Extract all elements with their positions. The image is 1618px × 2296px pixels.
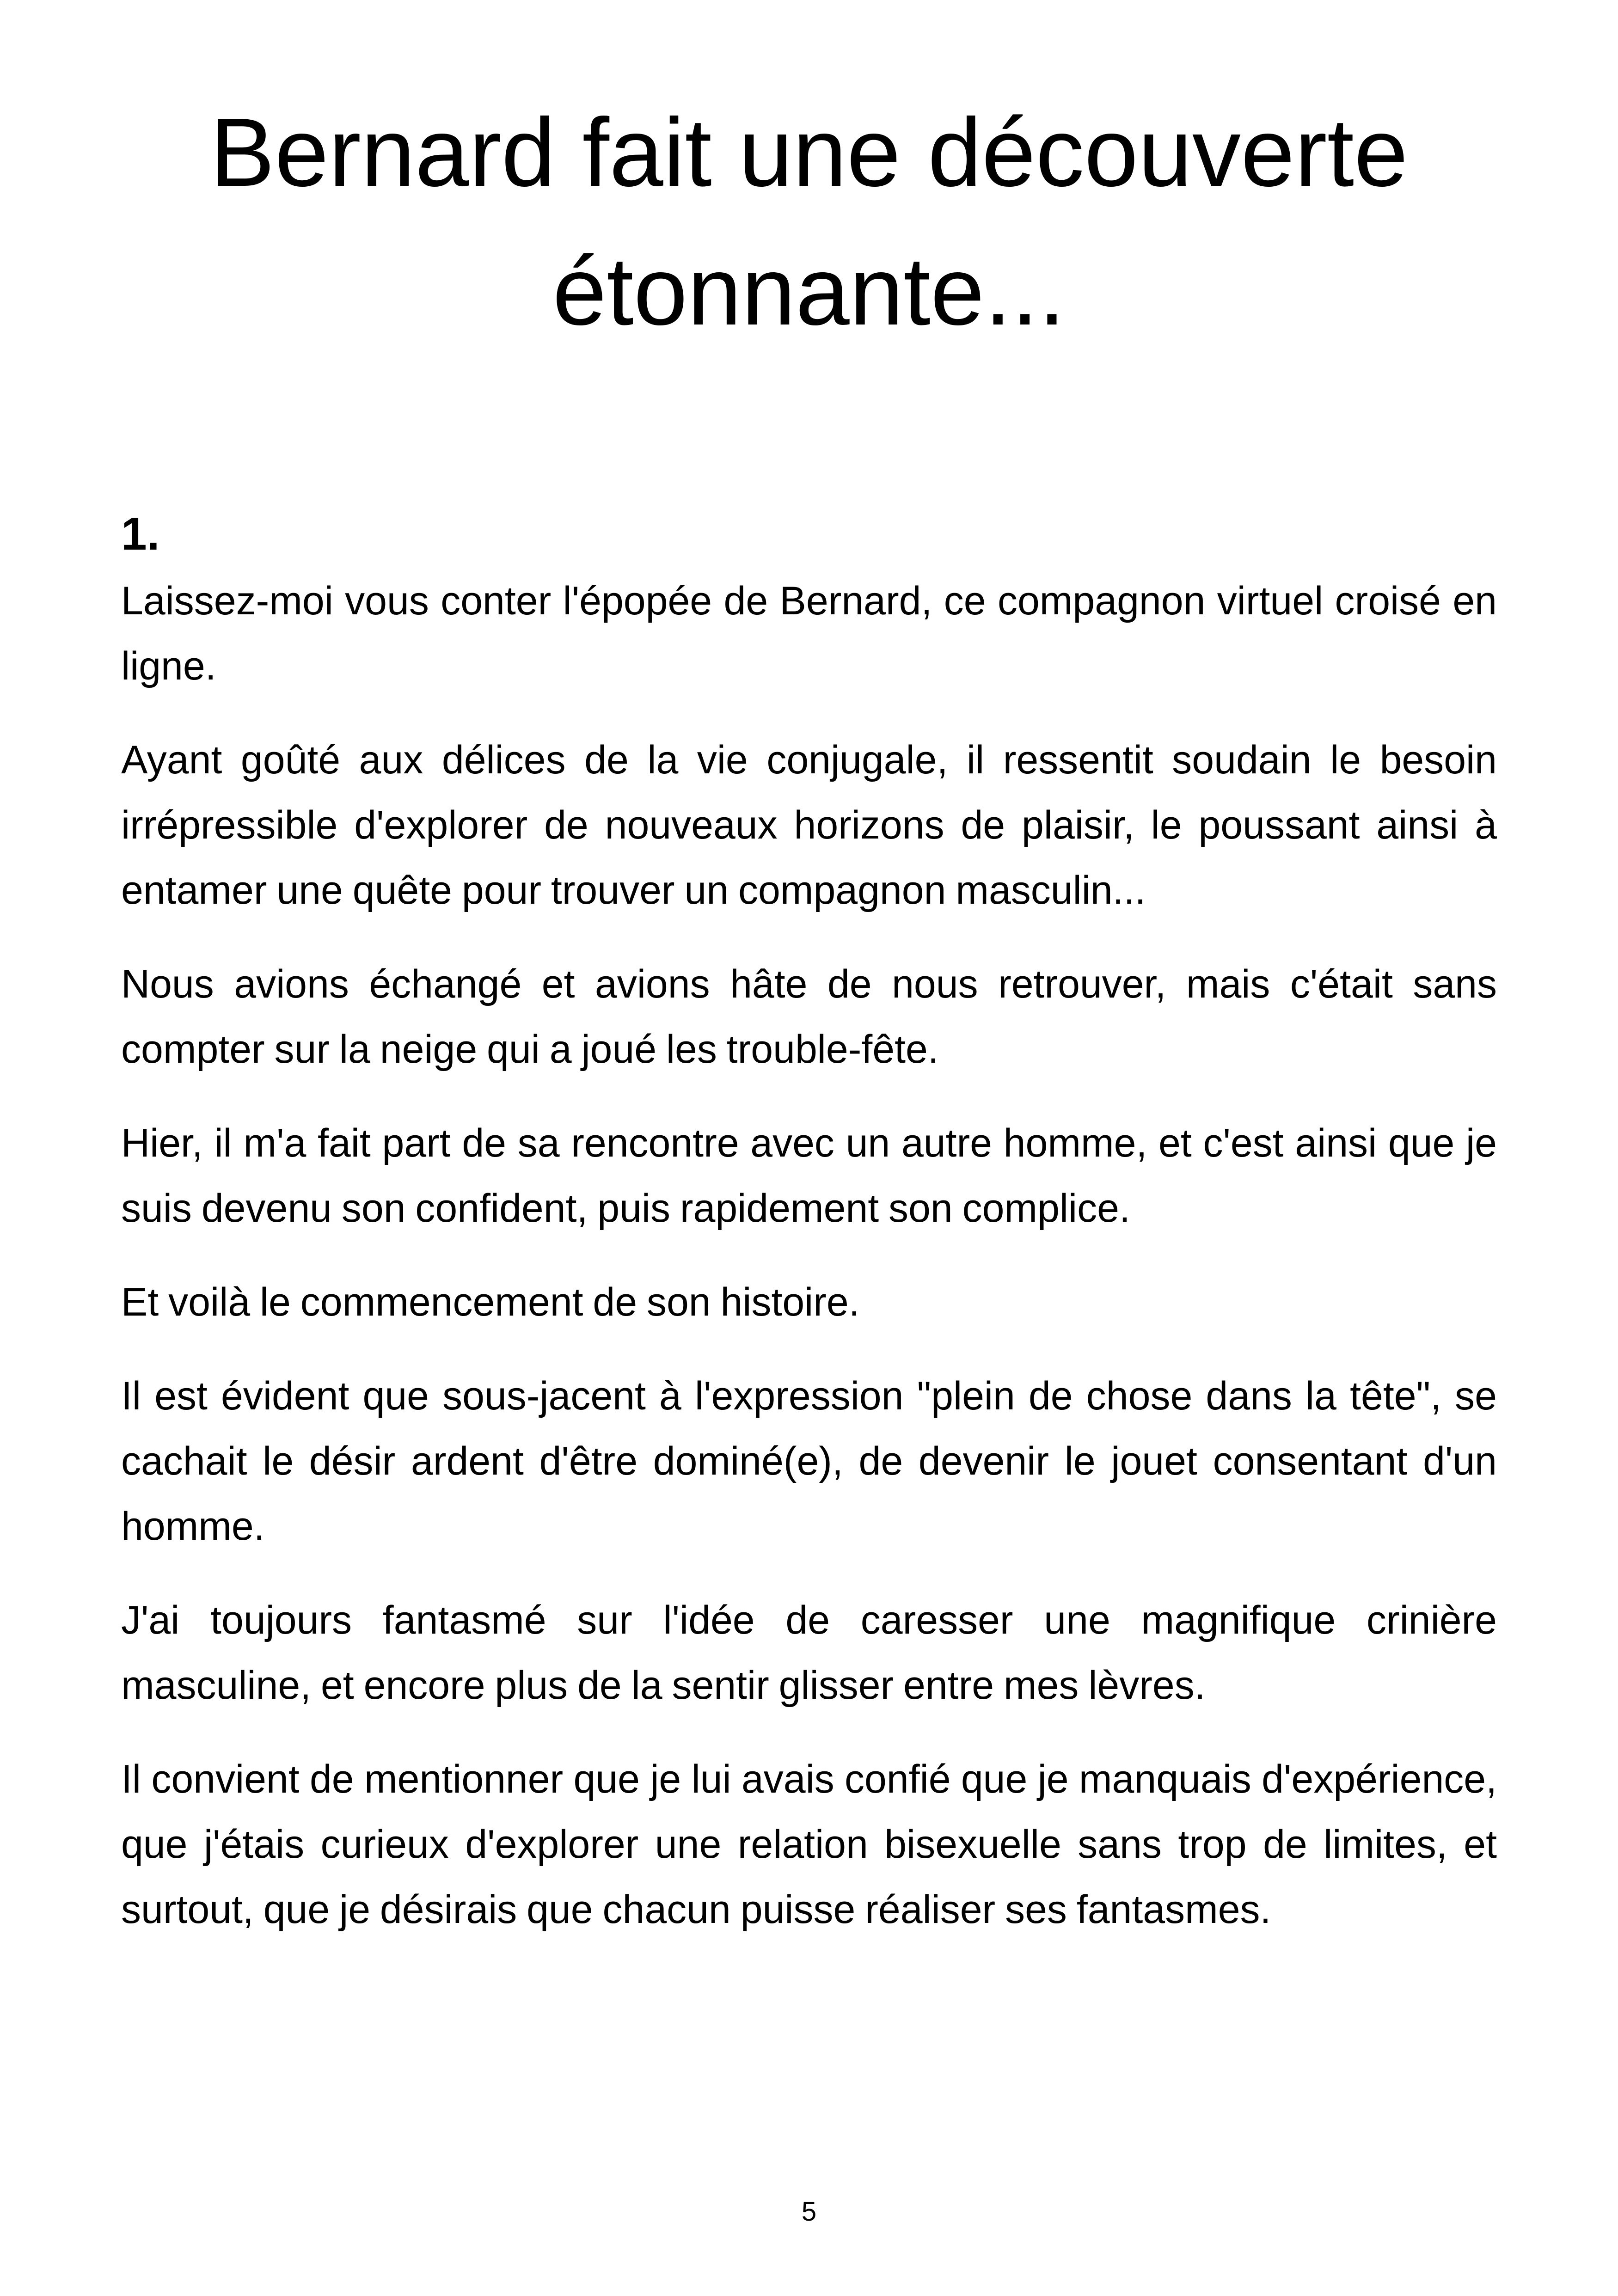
paragraph: Laissez-moi vous conter l'épopée de Bernard, ce compagnon virtuel croisé en ligne. (121, 579, 1497, 688)
chapter-body (121, 569, 1497, 1971)
paragraph: Ayant goûté aux délices de la vie conjugale, il ressentit soudain le besoin irrépressible d'explorer de nouveaux horizons de plaisir, le poussant ainsi à entamer une quête pour trouver un compagnon masculin... (121, 738, 1497, 912)
paragraph: Il est évident que sous-jacent à l'expression "plein de chose dans la tête", se cachait le désir ardent d'être dominé(e), de devenir le jouet consentant d'un homme. (121, 1374, 1497, 1549)
page-number: 5 (801, 2197, 817, 2227)
paragraph: Nous avions échangé et avions hâte de nous retrouver, mais c'était sans compter sur la neige qui a joué les trouble-fête. (121, 962, 1497, 1071)
document-title: Bernard fait une découverte étonnante... (210, 98, 1408, 345)
paragraph: J'ai toujours fantasmé sur l'idée de caresser une magnifique crinière masculine, et encore plus de la sentir glisser entre mes lèvres. (121, 1598, 1497, 1708)
paragraph: Et voilà le commencement de son histoire. (121, 1280, 860, 1324)
paragraph: Hier, il m'a fait part de sa rencontre avec un autre homme, et c'est ainsi que je suis devenu son confident, puis rapidement son complice. (121, 1121, 1497, 1231)
paragraph: Il convient de mentionner que je lui avais confié que je manquais d'expérience, que j'étais curieux d'explorer une relation bisexuelle sans trop de limites, et surtout, que je désirais que chacun puisse réaliser ses fantasmes. (121, 1757, 1497, 1932)
chapter-number: 1. (121, 508, 160, 560)
